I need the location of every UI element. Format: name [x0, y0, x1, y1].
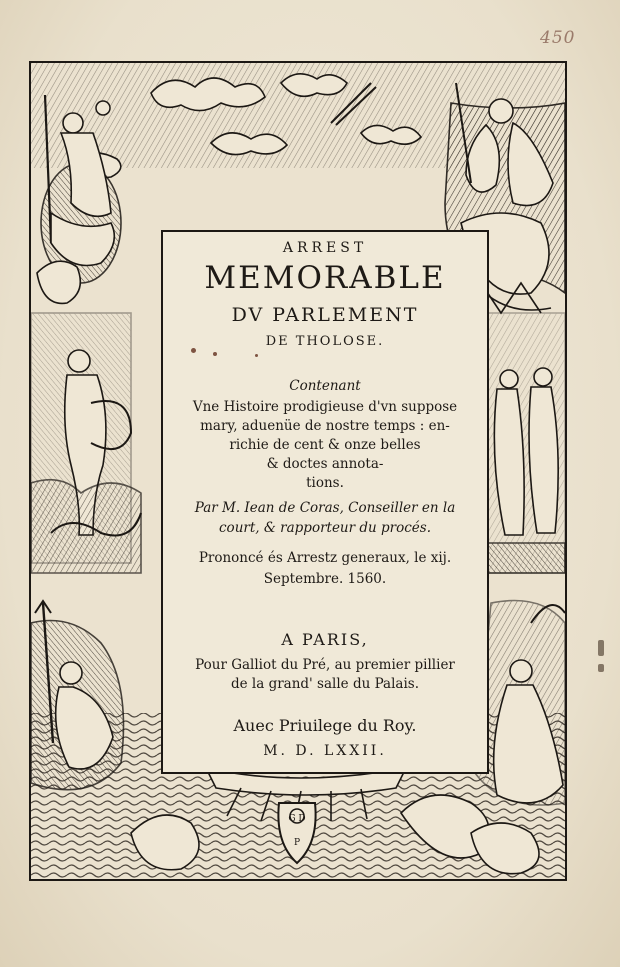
author-text [163, 498, 487, 538]
ink-stain [191, 348, 196, 353]
title-line-1: ARREST [282, 240, 368, 256]
margin-mark [598, 664, 604, 672]
pronounced-line: Septembre. 1560. [263, 571, 387, 587]
pronounced-text [163, 548, 487, 590]
title-line-3: DV PARLEMENT [231, 304, 419, 326]
title-line-2: MEMORABLE [204, 260, 446, 296]
margin-mark [598, 640, 604, 656]
title-panel [161, 230, 489, 774]
printer-mark-letters: G D [288, 814, 306, 824]
imprint-city: A PARIS, [281, 630, 369, 649]
subtitle-line: & doctes annota- [266, 456, 384, 472]
title-line-4: DE THOLOSE. [265, 334, 385, 349]
sun-icon [96, 101, 110, 115]
privilege-text: Auec Priuilege du Roy. [233, 716, 417, 735]
subtitle-line: richie de cent & onze belles [229, 437, 421, 453]
author-line: court, & rapporteur du procés. [219, 520, 431, 536]
ink-stain [255, 354, 258, 357]
svg-text:P: P [293, 838, 301, 848]
subtitle-line: Vne Histoire prodigieuse d'vn suppose [192, 399, 458, 415]
subtitle-line: tions. [306, 475, 344, 491]
neptune-figure [31, 601, 124, 790]
imprint-text [163, 656, 487, 694]
ink-stain [213, 352, 217, 356]
subtitle-text [163, 398, 487, 493]
imprint-line: Pour Galliot du Pré, au premier pillier [195, 657, 455, 673]
publication-year: M. D. LXXII. [263, 743, 387, 759]
allegorical-figure-left [31, 313, 141, 573]
imprint-line: de la grand' salle du Palais. [230, 676, 419, 692]
subtitle-lead: Contenant [289, 378, 361, 394]
subtitle-line: mary, aduenüe de nostre temps : en- [200, 418, 450, 434]
pencil-annotation: 450 [540, 28, 576, 48]
author-line: Par M. Iean de Coras, Conseiller en la [194, 500, 456, 516]
pronounced-line: Prononcé és Arrestz generaux, le xij. [198, 550, 452, 566]
woodcut-border [29, 61, 567, 881]
